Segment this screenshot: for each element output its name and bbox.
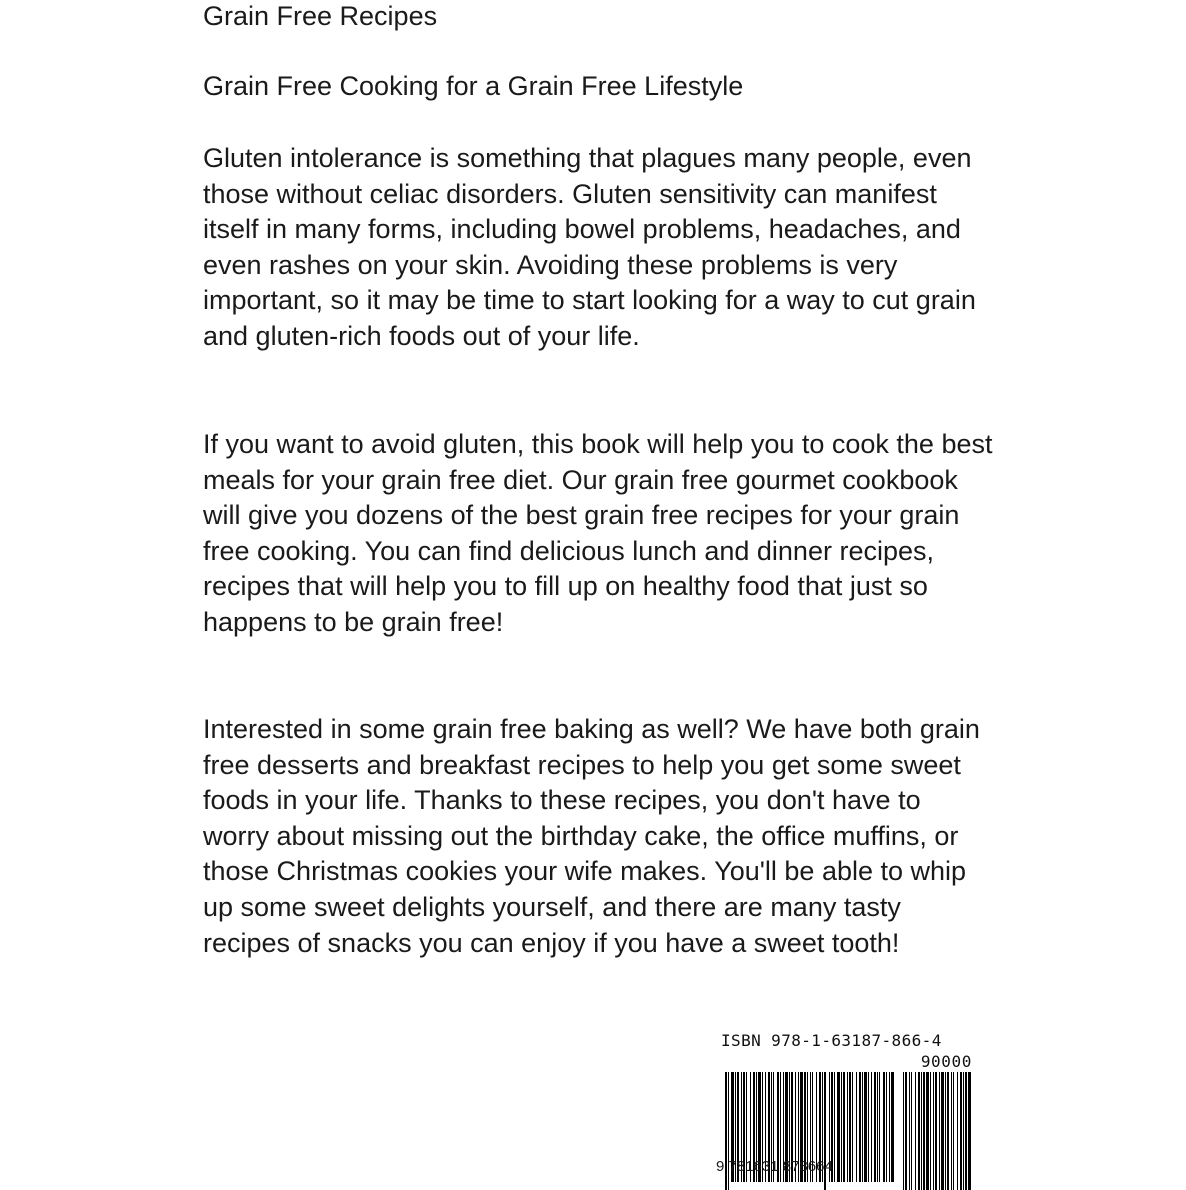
description-paragraph-1: Gluten intolerance is something that plagues many people, even those without celiac disorders. Gluten sensitivity can manifest itself in many forms, including bowel problems, headaches, and even rashes on your skin. Avoiding these problems is very important, so it may be time to start looking for a way to cut grain and gluten-rich foods out of your life. xyxy=(203,143,976,351)
description-paragraph-3: Interested in some grain free baking as well? We have both grain free desserts and breakfast recipes to help you get some sweet foods in your life. Thanks to these recipes, you don't have to worry about missing out the birthday cake, the office muffins, or those Christmas cookies your wife makes. You'll be able to whip up some sweet delights yourself, and there are many tasty recipes of snacks you can enjoy if you have a sweet tooth! xyxy=(203,714,980,958)
ean-digits: 9 781631 878664 xyxy=(716,1158,833,1175)
price-code: 90000 xyxy=(920,1052,972,1071)
book-subtitle: Grain Free Cooking for a Grain Free Lifestyle xyxy=(203,71,744,101)
description-paragraph-2: If you want to avoid gluten, this book will help you to cook the best meals for your grain free diet. Our grain free gourmet cookbook will give you dozens of the best grain free recipes for your grain free cooking. You can find delicious lunch and dinner recipes, recipes that will help you to fill up on healthy food that just so happens to be grain free! xyxy=(203,429,993,637)
isbn-label: ISBN 978-1-63187-866-4 xyxy=(721,1031,942,1050)
book-title: Grain Free Recipes xyxy=(203,1,438,31)
